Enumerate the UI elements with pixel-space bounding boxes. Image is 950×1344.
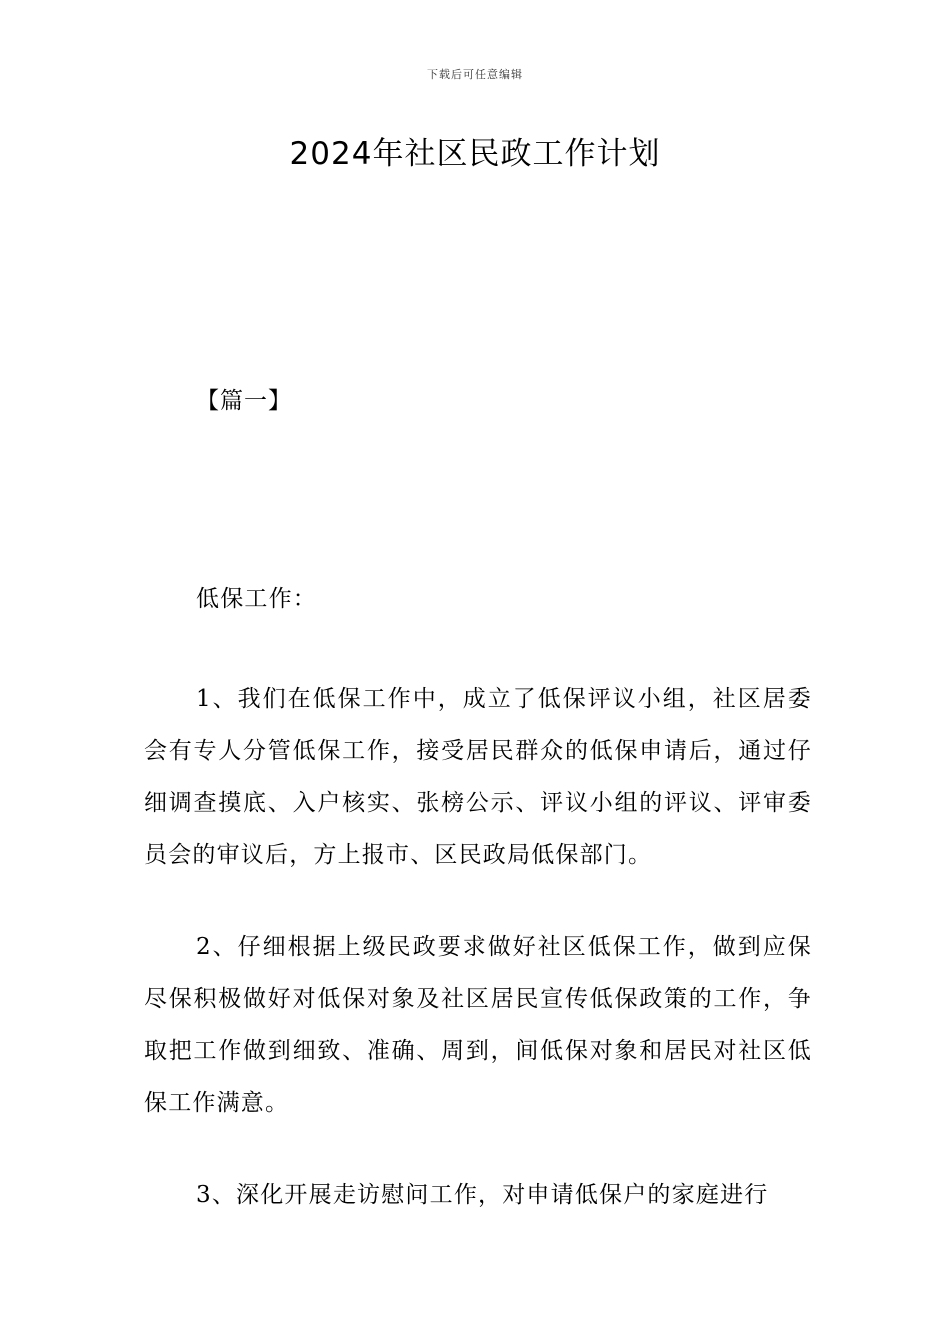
- paragraph-heading: 低保工作：: [196, 586, 317, 612]
- header-note: 下载后可任意编辑: [427, 68, 523, 81]
- paragraph-2: 2、仔细根据上级民政要求做好社区低保工作，做到应保尽保积极做好对低保对象及社区居民宣传低保政策的工作，争取把工作做到细致、准确、周到，间低保对象和居民对社区低保工作满意。: [144, 934, 812, 1116]
- paragraph-3: 3、深化开展走访慰问工作，对申请低保户的家庭进行: [196, 1182, 769, 1208]
- paragraph-1: 1、我们在低保工作中，成立了低保评议小组，社区居委会有专人分管低保工作，接受居民群众的低保申请后，通过仔细调查摸底、入户核实、张榜公示、评议小组的评议、评审委员会的审议后，方上报市、区民政局低保部门。: [144, 686, 812, 868]
- section-label: 【篇一】: [196, 388, 292, 414]
- document-title: 2024年社区民政工作计划: [289, 136, 661, 172]
